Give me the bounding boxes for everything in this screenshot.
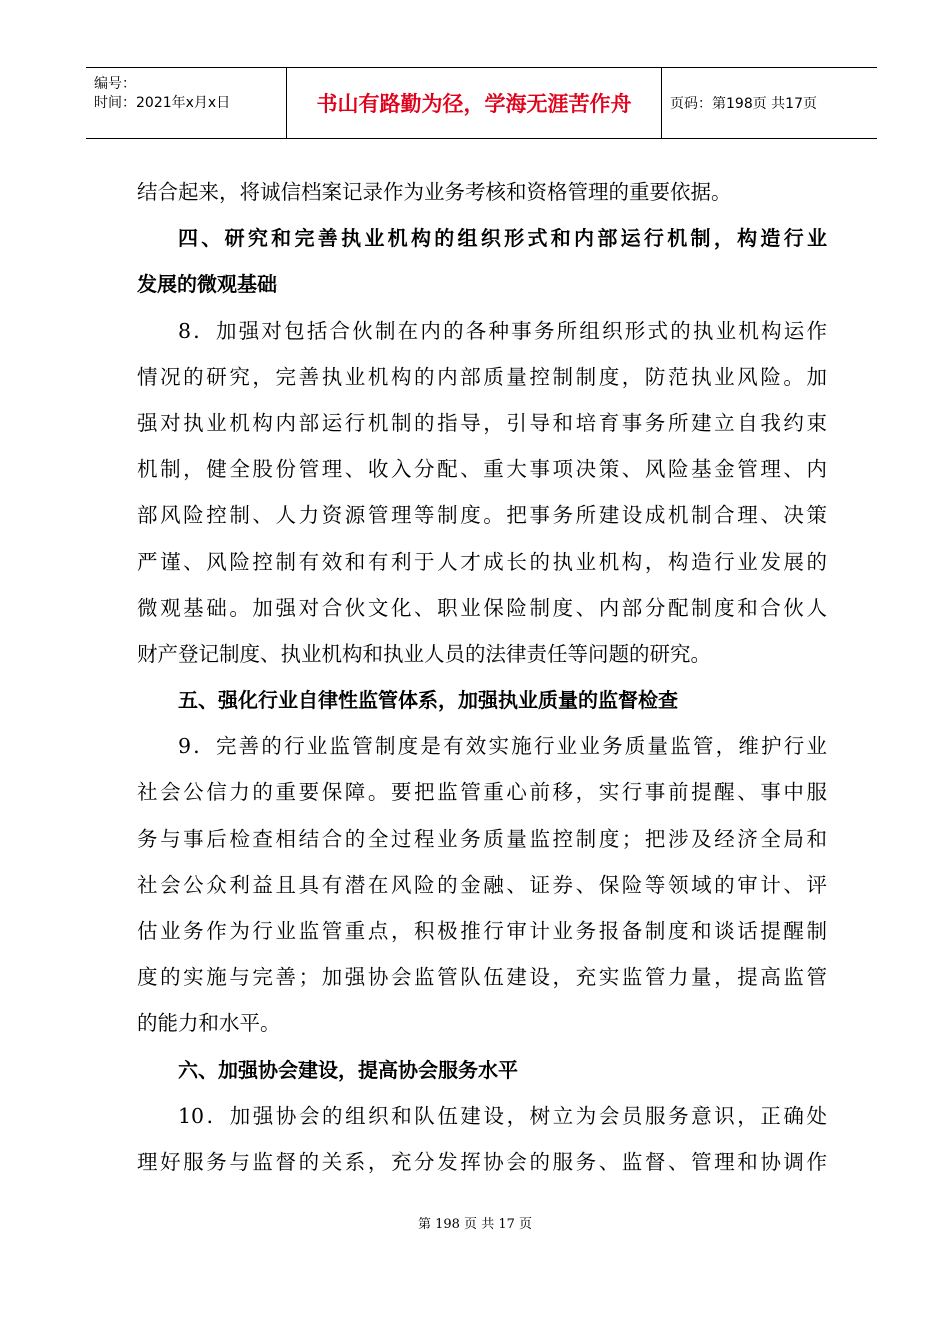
body-line: 财产登记制度、执业机构和执业人员的法律责任等问题的研究。 (137, 641, 711, 666)
page-header (86, 67, 877, 139)
body-line: 8．加强对包括合伙制在内的各种事务所组织形式的执业机构运作 (178, 318, 827, 343)
body-line: 度的实施与完善；加强协会监管队伍建设，充实监管力量，提高监管 (137, 965, 827, 990)
header-meta (86, 68, 287, 138)
body-line: 估业务作为行业监管重点，积极推行审计业务报备制度和谈话提醒制 (137, 919, 827, 943)
body-line: 机制，健全股份管理、收入分配、重大事项决策、风险基金管理、内 (137, 457, 827, 482)
doc-number-label: 编号： (94, 76, 136, 92)
body-line: 社会公信力的重要保障。要把监管重心前移，实行事前提醒、事中服 (137, 780, 827, 805)
body-line: 强对执业机构内部运行机制的指导，引导和培育事务所建立自我约束 (137, 410, 827, 435)
header-motto: 书山有路勤为径，学海无涯苦作舟 (287, 68, 662, 138)
body-line: 严谨、风险控制有效和有利于人才成长的执业机构，构造行业发展的 (137, 549, 827, 574)
section-heading-6: 六、加强协会建设，提高协会服务水平 (178, 1057, 518, 1082)
body-line: 理好服务与监督的关系，充分发挥协会的服务、监督、管理和协调作 (137, 1149, 827, 1174)
document-body (137, 169, 827, 1185)
section-heading-5: 五、强化行业自律性监管体系，加强执业质量的监督检查 (178, 688, 678, 713)
body-line: 部风险控制、人力资源管理等制度。把事务所建设成机制合理、决策 (137, 503, 827, 528)
section-heading-4-cont: 发展的微观基础 (137, 272, 277, 297)
header-page-info: 页码：第198页 共17页 (670, 96, 817, 112)
page-footer: 第 198 页 共 17 页 (417, 1217, 533, 1232)
doc-time-label: 时间：2021年x月x日 (94, 95, 231, 111)
body-line: 9．完善的行业监管制度是有效实施行业业务质量监管，维护行业 (178, 734, 827, 759)
body-line: 务与事后检查相结合的全过程业务质量监控制度；把涉及经济全局和 (137, 826, 827, 851)
body-line: 的能力和水平。 (137, 1011, 281, 1036)
body-line: 结合起来，将诚信档案记录作为业务考核和资格管理的重要依据。 (137, 180, 732, 204)
body-line: 微观基础。加强对合伙文化、职业保险制度、内部分配制度和合伙人 (137, 595, 827, 620)
body-line: 10．加强协会的组织和队伍建设，树立为会员服务意识，正确处 (178, 1103, 827, 1128)
body-line: 社会公众利益且具有潜在风险的金融、证券、保险等领域的审计、评 (137, 872, 827, 897)
section-heading-4: 四、研究和完善执业机构的组织形式和内部运行机制，构造行业 (178, 226, 827, 251)
body-line: 情况的研究，完善执业机构的内部质量控制制度，防范执业风险。加 (137, 364, 827, 389)
